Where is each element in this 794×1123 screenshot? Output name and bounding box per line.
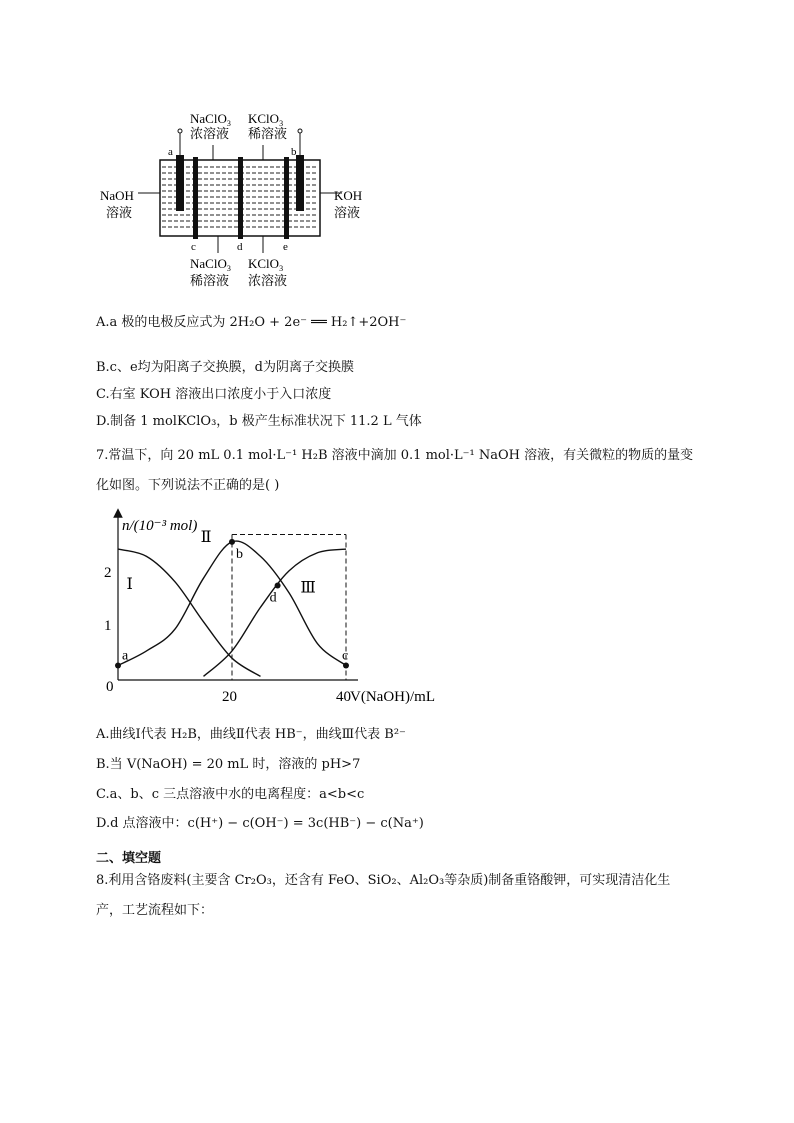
top-left-label-2: 浓溶液 bbox=[190, 126, 230, 141]
series-label-2: Ⅱ bbox=[200, 528, 212, 546]
bottom-left-label-2: 稀溶液 bbox=[190, 273, 230, 288]
point-label-c: c bbox=[342, 648, 349, 664]
q8-line-2: 产，工艺流程如下： bbox=[96, 903, 214, 918]
species-amount-chart bbox=[96, 505, 486, 715]
left-label-2: 溶液 bbox=[106, 205, 133, 220]
x-tick-20: 20 bbox=[222, 689, 237, 705]
point-label-a: a bbox=[122, 648, 129, 664]
section-title: 二、填空题 bbox=[96, 851, 162, 866]
right-label-2: 溶液 bbox=[334, 205, 361, 220]
series-line-3 bbox=[204, 546, 347, 676]
q7-option-b: B.当 V(NaOH) = 20 mL 时，溶液的 pH>7 bbox=[96, 757, 361, 772]
point-b bbox=[229, 539, 235, 545]
y-tick-2: 2 bbox=[104, 565, 112, 581]
q8-line-1: 8.利用含铬废料(主要含 Cr₂O₃，还含有 FeO、SiO₂、Al₂O₃等杂质)制备重铬酸钾，可实现清洁化生 bbox=[96, 873, 671, 888]
bottom-right-label-2: 浓溶液 bbox=[248, 273, 288, 288]
top-right-label-1: KClO$_3$ bbox=[248, 111, 284, 128]
bottom-right-label-1: KClO$_3$ bbox=[248, 256, 284, 273]
membrane-d bbox=[238, 157, 243, 239]
membrane-e bbox=[284, 157, 289, 239]
x-axis-label: V(NaOH)/mL bbox=[350, 689, 435, 705]
y-tick-1: 1 bbox=[104, 618, 112, 634]
mark-b: b bbox=[291, 146, 297, 158]
bottom-left-label-1: NaClO$_3$ bbox=[190, 256, 231, 273]
right-label-1: KOH bbox=[334, 188, 363, 203]
series-label-3: Ⅲ bbox=[300, 579, 316, 597]
x-tick-0: 0 bbox=[106, 679, 114, 695]
series-label-1: Ⅰ bbox=[126, 576, 133, 594]
y-axis-label: n/(10⁻³ mol) bbox=[122, 518, 198, 534]
membrane-c bbox=[193, 157, 198, 239]
q7-option-d: D.d 点溶液中：c(H⁺) − c(OH⁻) = 3c(HB⁻) − c(Na⁺) bbox=[96, 816, 424, 831]
mark-a: a bbox=[168, 146, 173, 158]
top-left-label-1: NaClO$_3$ bbox=[190, 111, 231, 128]
series-line-1 bbox=[118, 546, 261, 676]
q6-option-d: D.制备 1 molKClO₃，b 极产生标准状况下 11.2 L 气体 bbox=[96, 414, 422, 429]
point-label-d: d bbox=[269, 590, 277, 606]
x-tick-40: 40 bbox=[336, 689, 351, 705]
point-label-b: b bbox=[236, 546, 243, 562]
q6-option-b: B.c、e均为阳离子交换膜，d为阴离子交换膜 bbox=[96, 360, 354, 375]
point-d bbox=[275, 582, 281, 588]
q6-option-a: A.a 极的电极反应式为 2H₂O + 2e⁻ ══ H₂↑+2OH⁻ bbox=[96, 315, 407, 330]
left-label-1: NaOH bbox=[100, 188, 134, 203]
electrode-a bbox=[176, 155, 184, 211]
mark-d: d bbox=[237, 241, 243, 253]
q7-option-a: A.曲线Ⅰ代表 H₂B，曲线Ⅱ代表 HB⁻，曲线Ⅲ代表 B²⁻ bbox=[96, 727, 406, 742]
mark-c: c bbox=[191, 241, 196, 253]
q7-stem-line-2: 化如图。下列说法不正确的是( ) bbox=[96, 478, 280, 493]
electrolysis-cell-figure bbox=[98, 105, 368, 295]
q6-option-c: C.右室 KOH 溶液出口浓度小于入口浓度 bbox=[96, 387, 332, 402]
point-a bbox=[115, 662, 121, 668]
mark-e: e bbox=[283, 241, 288, 253]
electrode-b bbox=[296, 155, 304, 211]
q7-stem-line-1: 7.常温下，向 20 mL 0.1 mol·L⁻¹ H₂B 溶液中滴加 0.1 mol·L⁻¹ NaOH 溶液，有关微粒的物质的量变 bbox=[96, 448, 694, 463]
q7-option-c: C.a、b、c 三点溶液中水的电离程度：a<b<c bbox=[96, 787, 365, 802]
top-right-label-2: 稀溶液 bbox=[248, 126, 288, 141]
